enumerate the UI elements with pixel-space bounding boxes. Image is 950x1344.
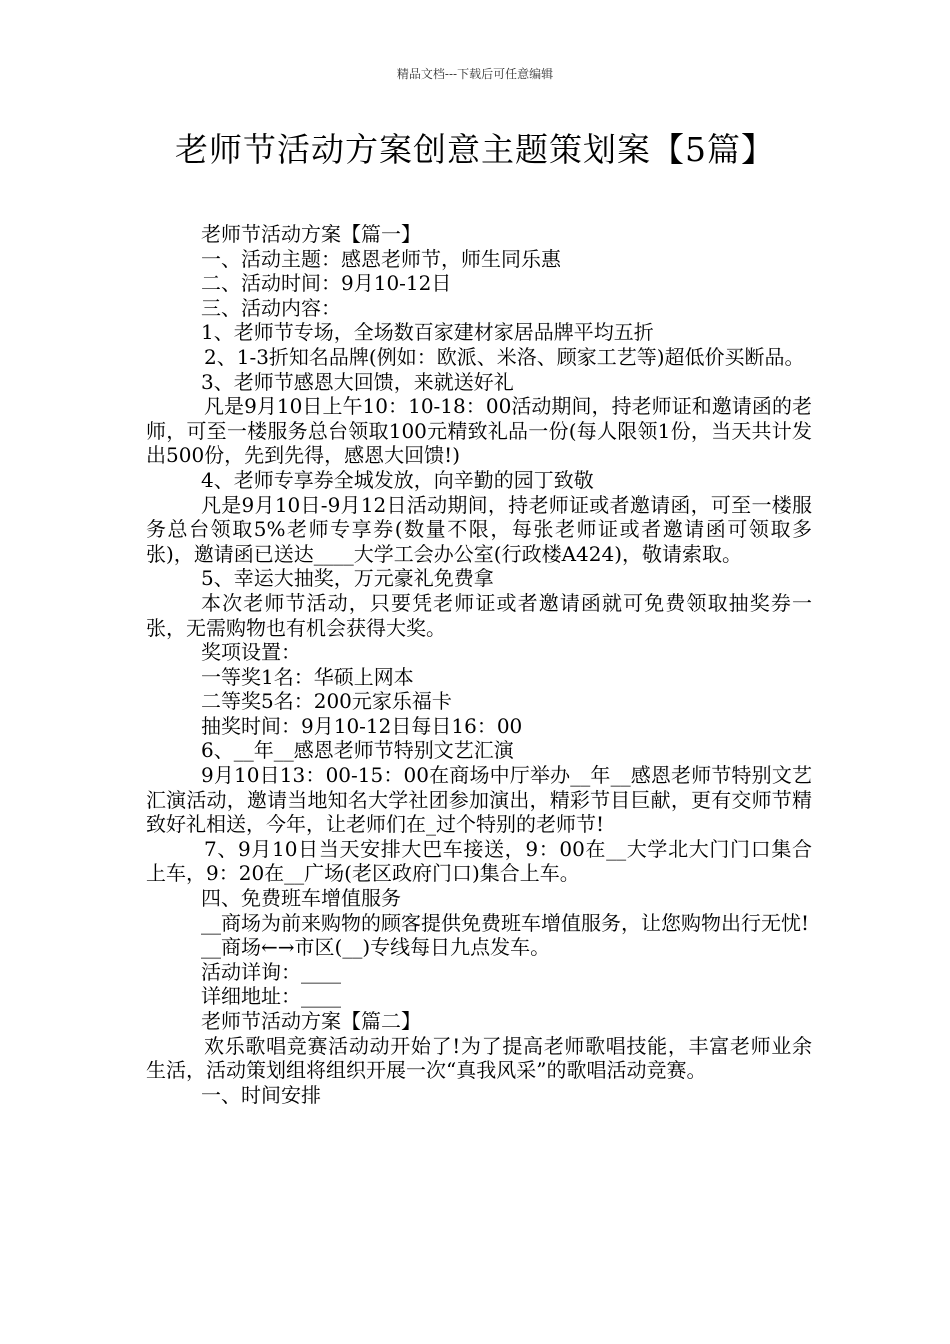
section-heading-part-2: 老师节活动方案【篇二】 xyxy=(201,1009,421,1033)
draw-time: 抽奖时间：9月10-12日每日16：00 xyxy=(201,713,523,738)
time-schedule-heading: 一、时间安排 xyxy=(201,1082,321,1107)
content-item-7: 7、9月10日当天安排大巴车接送，9：00在__大学北大门门口集合上车，9：20在__广场(老区政府门口)集合上车。 xyxy=(146,836,812,886)
content-item-3: 3、老师节感恩大回馈，来就送好礼 xyxy=(201,369,514,394)
first-prize: 一等奖1名：华硕上网本 xyxy=(201,664,414,689)
header-note: 精品文档---下载后可任意编辑 xyxy=(396,67,554,81)
content-item-2: 2、1-3折知名品牌(例如：欧派、米洛、顾家工艺等)超低价买断品。 xyxy=(204,344,805,369)
activity-theme: 一、活动主题：感恩老师节，师生同乐惠 xyxy=(201,246,561,271)
activity-time: 二、活动时间：9月10-12日 xyxy=(201,271,452,296)
content-item-5-detail: 本次老师节活动，只要凭老师证或者邀请函就可免费领取抽奖券一张，无需购物也有机会获得大奖。 xyxy=(146,590,812,640)
content-item-6: 6、__年__感恩老师节特别文艺汇演 xyxy=(201,738,514,763)
shuttle-route: __商场←→市区(__)专线每日九点发车。 xyxy=(201,935,551,960)
content-item-4: 4、老师专享券全城发放，向辛勤的园丁致敬 xyxy=(201,467,594,492)
prize-settings-heading: 奖项设置： xyxy=(201,640,301,665)
document-body xyxy=(146,222,812,1107)
content-item-1: 1、老师节专场，全场数百家建材家居品牌平均五折 xyxy=(201,320,654,345)
content-item-6-detail: 9月10日13：00-15：00在商场中厅举办__年__感恩老师节特别文艺汇演活动，邀请当地知名大学社团参加演出，精彩节目巨献，更有交师节精致好礼相送，今年，让老师们在_过个特别的老师节! xyxy=(146,763,812,837)
content-item-4-detail: 凡是9月10日-9月12日活动期间，持老师证或者邀请函，可至一楼服务总台领取5%老师专享券(数量不限，每张老师证或者邀请函可领取多张)，邀请函已送达____大学工会办公室(行政楼A424)，敬请索取。 xyxy=(146,492,812,566)
activity-content-heading: 三、活动内容： xyxy=(201,295,341,320)
shuttle-service-detail: __商场为前来购物的顾客提供免费班车增值服务，让您购物出行无忧! xyxy=(201,910,810,935)
content-item-5: 5、幸运大抽奖，万元豪礼免费拿 xyxy=(201,566,494,591)
section-heading-part-1: 老师节活动方案【篇一】 xyxy=(201,222,421,246)
second-prize: 二等奖5名：200元家乐福卡 xyxy=(201,689,452,714)
content-item-3-detail: 凡是9月10日上午10：10-18：00活动期间，持老师证和邀请函的老师，可至一楼服务总台领取100元精致礼品一份(每人限领1份，当天共计发出500份，先到先得，感恩大回馈!) xyxy=(146,394,812,468)
document-title: 老师节活动方案创意主题策划案【5篇】 xyxy=(175,130,775,169)
inquiry-line: 活动详询：____ xyxy=(201,959,341,984)
part-2-intro: 欢乐歌唱竞赛活动动开始了!为了提高老师歌唱技能，丰富老师业余生活，活动策划组将组织开展一次“真我风采”的歌唱活动竞赛。 xyxy=(146,1033,812,1083)
address-line: 详细地址：____ xyxy=(201,984,341,1009)
shuttle-service-heading: 四、免费班车增值服务 xyxy=(201,886,401,911)
